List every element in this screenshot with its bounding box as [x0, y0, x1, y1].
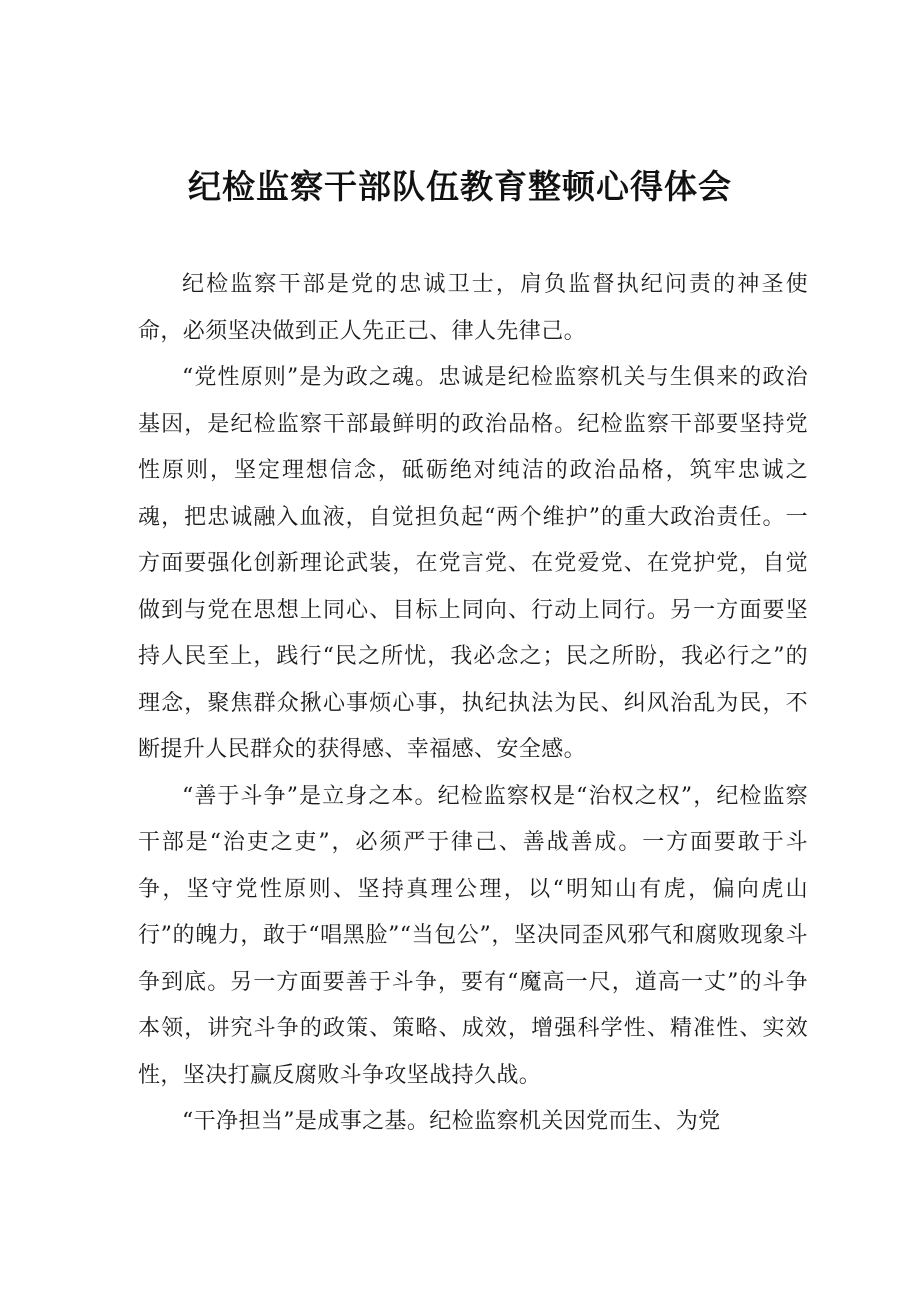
paragraph-good-at-struggle: “善于斗争”是立身之本。纪检监察权是“治权之权”，纪检监察干部是“治吏之吏”，必须严于律己、善战善成。一方面要敢于斗争，坚守党性原则、坚持真理公理，以“明知山有虎，偏向虎山行”的魄力，敢于“唱黑脸”“当包公”，坚决同歪风邪气和腐败现象斗争到底。另一方面要善于斗争，要有“魔高一尺，道高一丈”的斗争本领，讲究斗争的政策、策略、成效，增强科学性、精准性、实效性，坚决打赢反腐败斗争攻坚战持久战。 — [138, 783, 808, 1088]
paragraph-clean-responsibility: “干净担当”是成事之基。纪检监察机关因党而生、为党 — [182, 1109, 721, 1134]
document-title: 纪检监察干部队伍教育整顿心得体会 — [188, 167, 732, 206]
paragraph-intro: 纪检监察干部是党的忠诚卫士，肩负监督执纪问责的神圣使命，必须坚决做到正人先正己、律人先律己。 — [138, 272, 808, 344]
document-body — [138, 262, 808, 1146]
paragraph-party-principle: “党性原则”是为政之魂。忠诚是纪检监察机关与生俱来的政治基因，是纪检监察干部最鲜明的政治品格。纪检监察干部要坚持党性原则，坚定理想信念，砥砺绝对纯洁的政治品格，筑牢忠诚之魂，把忠诚融入血液，自觉担负起“两个维护”的重大政治责任。一方面要强化创新理论武装，在党言党、在党爱党、在党护党，自觉做到与党在思想上同心、目标上同向、行动上同行。另一方面要坚持人民至上，践行“民之所忧，我必念之；民之所盼，我必行之”的理念，聚焦群众揪心事烦心事，执纪执法为民、纠风治乱为民，不断提升人民群众的获得感、幸福感、安全感。 — [138, 365, 808, 762]
